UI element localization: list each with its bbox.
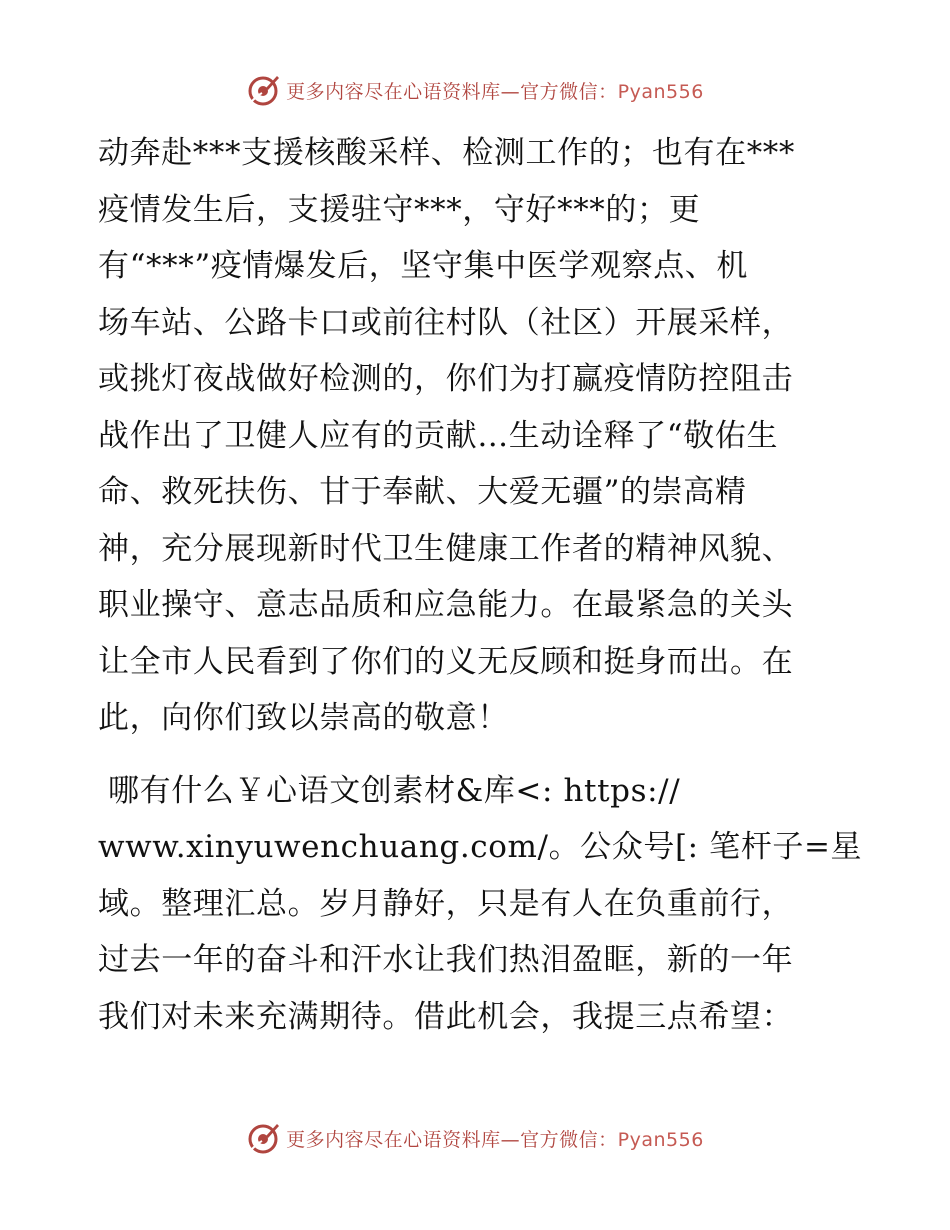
footer-banner-handle: Pyan556 bbox=[617, 1128, 704, 1151]
brush-pen-logo-icon bbox=[246, 73, 280, 107]
text-line: 域。整理汇总。岁月静好，只是有人在负重前行， bbox=[98, 885, 794, 922]
header-banner bbox=[0, 70, 950, 110]
text-line: 场车站、公路卡口或前往村队（社区）开展采样， bbox=[98, 304, 794, 341]
text-line: 我们对未来充满期待。借此机会，我提三点希望： bbox=[98, 998, 794, 1035]
text-line: 疫情发生后，支援驻守***，守好***的；更 bbox=[98, 191, 701, 228]
text-line: 或挑灯夜战做好检测的，你们为打赢疫情防控阻击 bbox=[98, 361, 794, 397]
brush-pen-logo-icon bbox=[246, 1121, 280, 1155]
text-line: 有“***”疫情爆发后，坚守集中医学观察点、机 bbox=[98, 248, 748, 284]
body-text bbox=[98, 125, 863, 1045]
footer-banner bbox=[0, 1118, 950, 1158]
paragraph-2 bbox=[98, 763, 863, 1046]
text-line: 职业操守、意志品质和应急能力。在最紧急的关头 bbox=[98, 587, 794, 623]
text-line: 命、救死扶伤、甘于奉献、大爱无疆”的崇高精 bbox=[98, 474, 747, 510]
text-line: 哪有什么￥心语文创素材&库<: https:// bbox=[108, 772, 681, 809]
header-banner-handle: Pyan556 bbox=[617, 80, 704, 103]
text-line: www.xinyuwenchuang.com/。公众号[: 笔杆子=星 bbox=[98, 829, 863, 865]
text-line: 此，向你们致以崇高的敬意！ bbox=[98, 700, 509, 736]
header-banner-text: 更多内容尽在心语资料库—官方微信： bbox=[286, 80, 618, 103]
paragraph-gap bbox=[98, 747, 858, 763]
text-line: 动奔赴***支援核酸采样、检测工作的；也有在*** bbox=[98, 135, 795, 171]
text-line: 过去一年的奋斗和汗水让我们热泪盈眶，新的一年 bbox=[98, 942, 794, 978]
footer-banner-text: 更多内容尽在心语资料库—官方微信： bbox=[286, 1128, 618, 1151]
text-line: 战作出了卫健人应有的贡献…生动诠释了“敬佑生 bbox=[98, 417, 779, 454]
text-line: 让全市人民看到了你们的义无反顾和挺身而出。在 bbox=[98, 643, 794, 680]
text-line: 神，充分展现新时代卫生健康工作者的精神风貌、 bbox=[98, 530, 794, 567]
paragraph-1 bbox=[98, 125, 858, 747]
